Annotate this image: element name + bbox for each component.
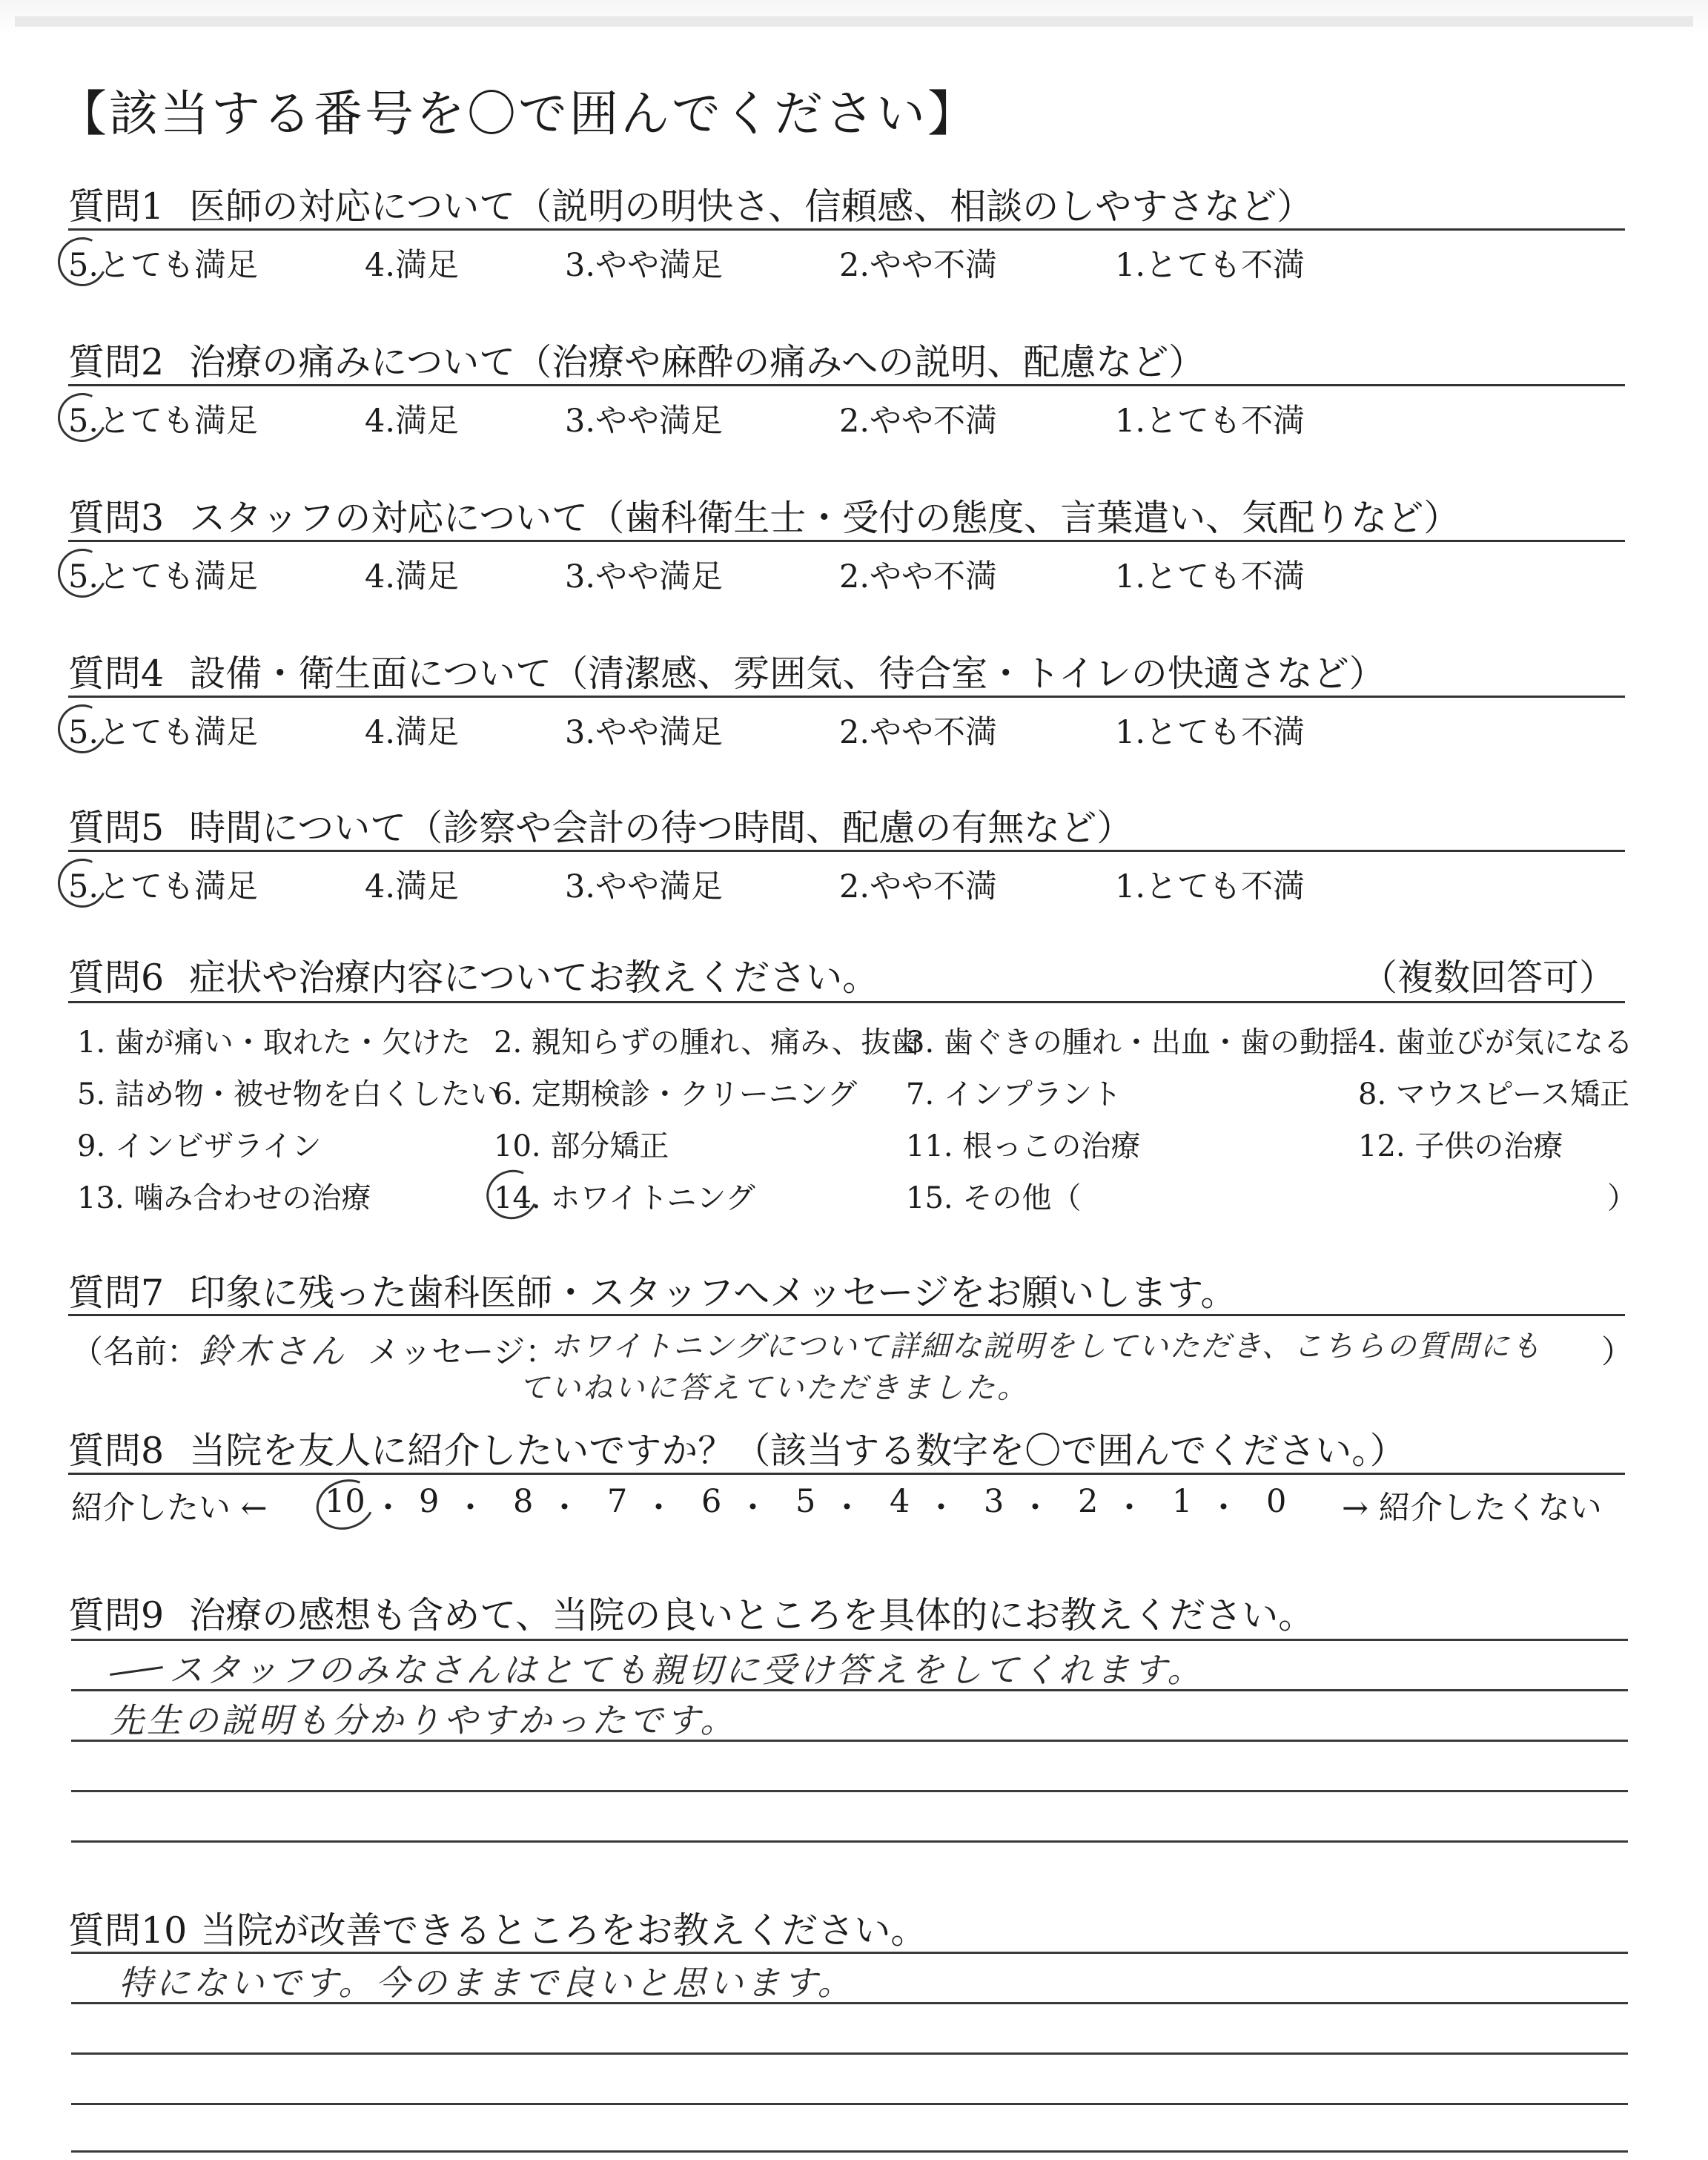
- q6-option[interactable]: 15. その他（: [906, 1181, 1082, 1215]
- q7-heading: [68, 1264, 1237, 1316]
- q5-option[interactable]: 3.やや満足: [565, 868, 724, 905]
- q2-option[interactable]: 5.とても満足: [68, 403, 259, 440]
- q1-option[interactable]: 4.満足: [365, 247, 460, 284]
- q6-underline: [68, 1001, 1625, 1003]
- q3-number: 質問3: [68, 497, 165, 539]
- q9-number: 質問9: [68, 1594, 165, 1636]
- q4-option[interactable]: 4.満足: [365, 714, 460, 751]
- q1-underline: [68, 228, 1625, 231]
- q6-option[interactable]: 9. インビザライン: [77, 1129, 322, 1163]
- q8-scale-value[interactable]: 7: [607, 1483, 628, 1520]
- q8-scale-value[interactable]: 8: [513, 1483, 534, 1520]
- q7-name-label: （名前：: [71, 1334, 199, 1371]
- q6-option[interactable]: 10. 部分矯正: [494, 1129, 669, 1163]
- q3-option[interactable]: 2.やや不満: [839, 558, 998, 595]
- q6-multiple-answer-note: （複数回答可）: [1361, 957, 1616, 999]
- q7-message-line1[interactable]: ホワイトニングについて詳細な説明をしていただき、こちらの質問にも: [550, 1330, 1542, 1364]
- q6-option[interactable]: 14. ホワイトニング: [494, 1181, 755, 1215]
- q8-scale-value[interactable]: 9: [419, 1483, 440, 1520]
- q6-option[interactable]: 12. 子供の治療: [1358, 1129, 1563, 1163]
- q6-other-close-paren: ）: [1607, 1181, 1637, 1215]
- q8-scale-value[interactable]: 5: [795, 1483, 816, 1520]
- q8-scale-value[interactable]: 2: [1078, 1483, 1099, 1520]
- q8-text: 当院を友人に紹介したいですか？（該当する数字を〇で囲んでください。）: [189, 1430, 1406, 1472]
- q8-scale-separator: ・: [831, 1490, 863, 1527]
- q6-option[interactable]: 8. マウスピース矯正: [1358, 1077, 1630, 1112]
- q3-option[interactable]: 5.とても満足: [68, 558, 259, 595]
- q10-writing-line: [71, 2103, 1628, 2105]
- q6-heading: [68, 949, 878, 1001]
- q6-option[interactable]: 5. 詰め物・被せ物を白くしたい: [77, 1077, 500, 1112]
- q5-option[interactable]: 5.とても満足: [68, 868, 259, 905]
- q3-option[interactable]: 4.満足: [365, 558, 460, 595]
- q8-heading: [68, 1422, 1406, 1474]
- q1-text: 医師の対応について（説明の明快さ、信頼感、相談のしやすさなど）: [189, 185, 1314, 228]
- q1-option[interactable]: 2.やや不満: [839, 247, 998, 284]
- q2-underline: [68, 384, 1625, 386]
- handwritten-strikeout: [110, 1666, 163, 1676]
- q4-number: 質問4: [68, 653, 165, 695]
- q9-writing-line: [71, 1790, 1628, 1792]
- q4-underline: [68, 696, 1625, 698]
- q6-option[interactable]: 4. 歯並びが気になる: [1358, 1025, 1633, 1060]
- q4-heading: [68, 645, 1386, 697]
- scan-top-edge: [15, 16, 1693, 27]
- q1-heading: [68, 178, 1313, 230]
- q8-left-label: 紹介したい ←: [71, 1490, 268, 1527]
- q3-heading: [68, 489, 1460, 541]
- q8-scale-separator: ・: [643, 1490, 675, 1527]
- q6-option[interactable]: 1. 歯が痛い・取れた・欠けた: [77, 1025, 471, 1060]
- q10-writing-line: [71, 2150, 1628, 2153]
- q7-close-paren: ）: [1601, 1334, 1633, 1371]
- q6-option[interactable]: 6. 定期検診・クリーニング: [494, 1077, 858, 1112]
- q8-scale-separator: ・: [549, 1490, 580, 1527]
- q8-scale-value[interactable]: 0: [1266, 1483, 1287, 1520]
- q5-option[interactable]: 1.とても不満: [1115, 868, 1305, 905]
- selection-circle: [480, 1163, 545, 1226]
- q2-number: 質問2: [68, 341, 165, 383]
- q4-option[interactable]: 1.とても不満: [1115, 714, 1305, 751]
- q7-name-value[interactable]: 鈴木さん: [199, 1331, 347, 1371]
- q2-text: 治療の痛みについて（治療や麻酔の痛みへの説明、配慮など）: [189, 341, 1205, 383]
- q7-message-line2[interactable]: ていねいに答えていただきました。: [519, 1371, 1029, 1405]
- q2-option[interactable]: 1.とても不満: [1115, 403, 1305, 440]
- q3-option[interactable]: 3.やや満足: [565, 558, 724, 595]
- q3-text: スタッフの対応について（歯科衛生士・受付の態度、言葉遣い、気配りなど）: [189, 497, 1460, 539]
- q9-answer-line2[interactable]: 先生の説明も分かりやすかったです。: [110, 1700, 738, 1740]
- q10-writing-line: [71, 2052, 1628, 2055]
- q5-number: 質問5: [68, 807, 165, 849]
- instruction-header: 【該当する番号を〇で囲んでください】: [58, 85, 979, 142]
- q7-message-label: メッセージ：: [368, 1334, 557, 1371]
- q5-option[interactable]: 2.やや不満: [839, 868, 998, 905]
- q6-option[interactable]: 13. 噛み合わせの治療: [77, 1181, 371, 1215]
- q6-option[interactable]: 2. 親知らずの腫れ、痛み、抜歯: [494, 1025, 921, 1060]
- q8-scale-value[interactable]: 10: [325, 1483, 365, 1520]
- selection-circle: [309, 1471, 382, 1537]
- q10-text: 当院が改善できるところをお教えください。: [200, 1909, 927, 1952]
- q8-scale-value[interactable]: 6: [701, 1483, 722, 1520]
- q1-option[interactable]: 3.やや満足: [565, 247, 724, 284]
- q10-number: 質問10: [68, 1909, 188, 1952]
- q6-option[interactable]: 3. 歯ぐきの腫れ・出血・歯の動揺: [906, 1025, 1359, 1060]
- q1-number: 質問1: [68, 185, 165, 228]
- q4-option[interactable]: 2.やや不満: [839, 714, 998, 751]
- q6-option[interactable]: 7. インプラント: [906, 1077, 1122, 1112]
- q6-number: 質問6: [68, 957, 165, 999]
- q5-heading: [68, 799, 1133, 851]
- q8-scale-separator: ・: [1019, 1490, 1051, 1527]
- q8-scale-separator: ・: [737, 1490, 769, 1527]
- q9-text: 治療の感想も含めて、当院の良いところを具体的にお教えください。: [189, 1594, 1315, 1636]
- q2-option[interactable]: 2.やや不満: [839, 403, 998, 440]
- q3-underline: [68, 540, 1625, 542]
- q9-writing-line: [71, 1639, 1628, 1641]
- q9-heading: [68, 1587, 1314, 1639]
- q5-option[interactable]: 4.満足: [365, 868, 460, 905]
- q3-option[interactable]: 1.とても不満: [1115, 558, 1305, 595]
- q8-scale-value[interactable]: 4: [890, 1483, 910, 1520]
- q7-number: 質問7: [68, 1272, 165, 1314]
- q8-scale-separator: ・: [925, 1490, 957, 1527]
- q8-number: 質問8: [68, 1430, 165, 1472]
- q8-scale-value[interactable]: 3: [984, 1483, 1004, 1520]
- q10-writing-line: [71, 1952, 1628, 1954]
- q4-text: 設備・衛生面について（清潔感、雰囲気、待合室・トイレの快適さなど）: [189, 653, 1386, 695]
- q7-text: 印象に残った歯科医師・スタッフへメッセージをお願いします。: [189, 1272, 1237, 1314]
- q5-underline: [68, 850, 1625, 852]
- q2-option[interactable]: 3.やや満足: [565, 403, 724, 440]
- q6-option[interactable]: 11. 根っこの治療: [906, 1129, 1141, 1163]
- q1-option[interactable]: 5.とても満足: [68, 247, 259, 284]
- q4-option[interactable]: 3.やや満足: [565, 714, 724, 751]
- q8-scale-separator: ・: [372, 1490, 404, 1527]
- q6-text: 症状や治療内容についてお教えください。: [189, 957, 879, 999]
- q2-option[interactable]: 4.満足: [365, 403, 460, 440]
- q5-text: 時間について（診察や会計の待つ時間、配慮の有無など）: [189, 807, 1133, 849]
- q10-heading: [68, 1902, 927, 1954]
- q8-scale-separator: ・: [454, 1490, 486, 1527]
- q9-answer-line1[interactable]: スタッフのみなさんはとても親切に受け答えをしてくれます。: [169, 1650, 1205, 1690]
- q8-scale-separator: ・: [1208, 1490, 1239, 1527]
- q9-writing-line: [71, 1840, 1628, 1843]
- q8-scale-value[interactable]: 1: [1172, 1483, 1193, 1520]
- q4-option[interactable]: 5.とても満足: [68, 714, 259, 751]
- q2-heading: [68, 334, 1205, 386]
- q7-underline: [68, 1314, 1625, 1316]
- q1-option[interactable]: 1.とても不満: [1115, 247, 1305, 284]
- q10-answer-line1[interactable]: 特にないです。今のままで良いと思います。: [119, 1963, 855, 2003]
- q8-scale-separator: ・: [1113, 1490, 1145, 1527]
- q8-underline: [68, 1473, 1625, 1475]
- q8-right-label: → 紹介したくない: [1342, 1490, 1602, 1527]
